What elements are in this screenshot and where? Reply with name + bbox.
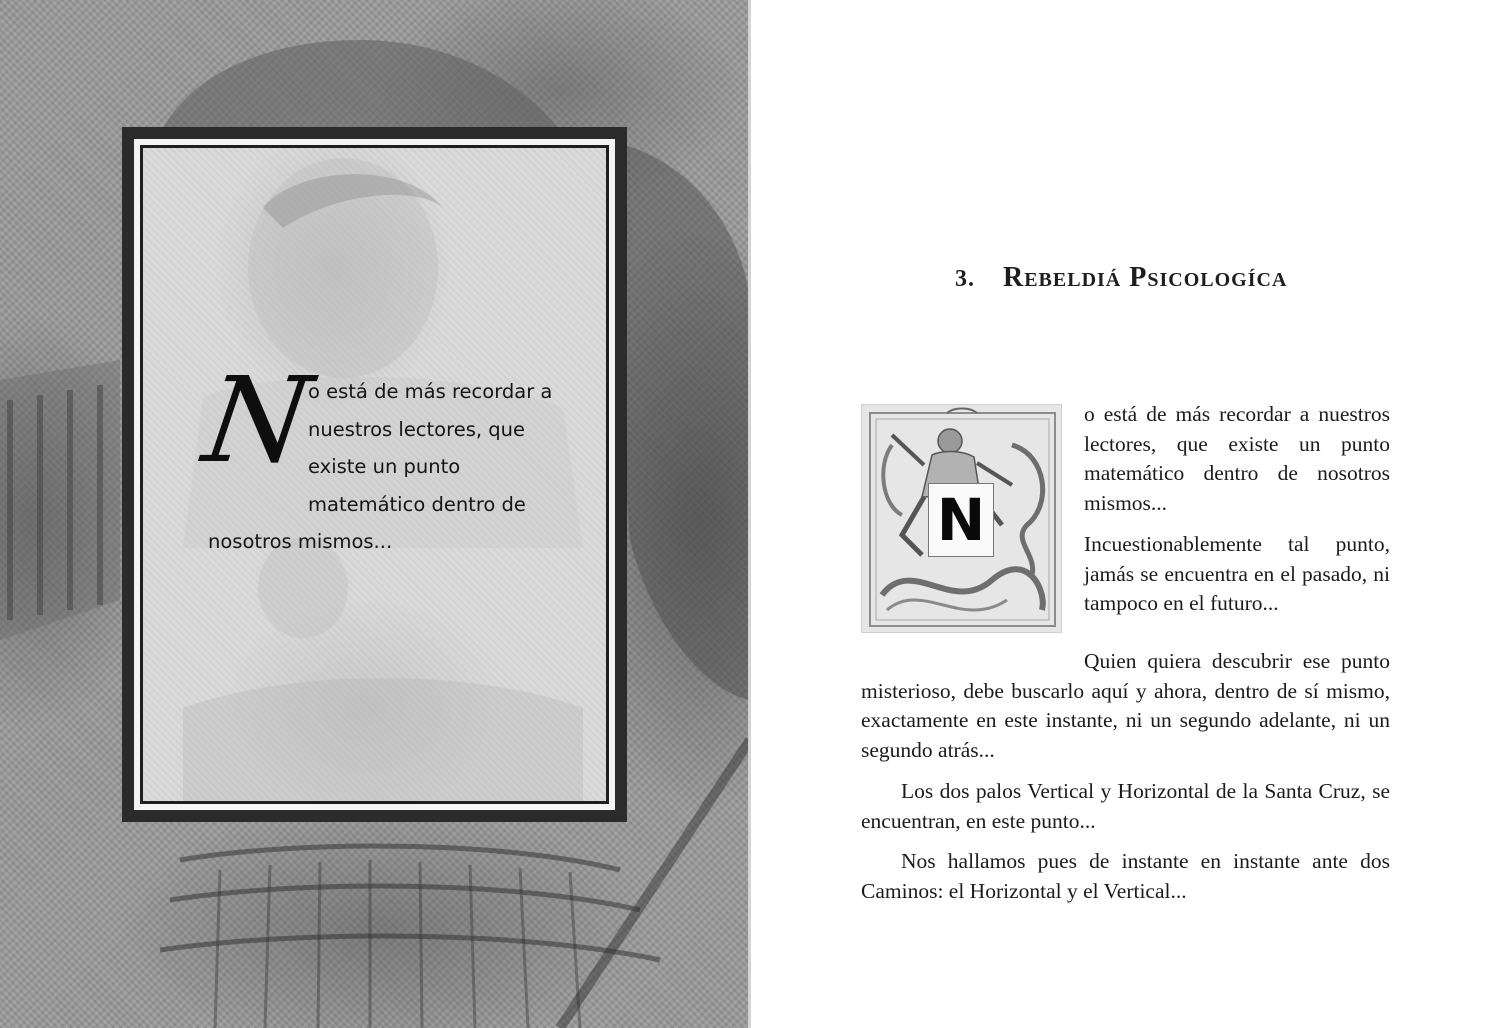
quote-drop-cap: N: [196, 351, 319, 489]
quote-line: o está de más recordar a: [308, 380, 553, 403]
paragraph: o está de más recordar a nuestros lectores, que existe un punto matemático dentro de nosotros mismos...: [1084, 402, 1390, 515]
quote-panel: [143, 148, 606, 801]
quote-line: nuestros lectores, que: [308, 417, 525, 441]
paragraph: Nos hallamos pues de instante en instante ante dos Caminos: el Horizontal y el Vertical...: [861, 849, 1390, 903]
paragraph: Quien quiera descubrir ese punto misterioso, debe buscarlo aquí y ahora, dentro de sí mismo, exactamente en este instante, ni un segundo adelante, ni un segundo atrás...: [861, 649, 1390, 762]
pull-quote: [196, 351, 553, 561]
chapter-title: Rebeldiá Psicologíca: [1003, 262, 1288, 293]
quote-frame: [122, 127, 627, 822]
chapter-heading: [955, 262, 1287, 294]
paragraph: Incuestionablemente tal punto, jamás se encuentra en el pasado, ni tampoco en el futuro...: [1084, 532, 1390, 615]
right-page: [751, 0, 1500, 1028]
illuminated-initial: [861, 404, 1062, 633]
initial-letter: N: [928, 483, 994, 557]
paragraph: Los dos palos Vertical y Horizontal de la Santa Cruz, se encuentran, en este punto...: [861, 779, 1390, 833]
quote-line: existe un punto: [308, 455, 461, 478]
quote-line: matemático dentro de: [308, 492, 526, 516]
chapter-number: 3.: [955, 266, 975, 292]
quote-line: nosotros mismos...: [208, 530, 393, 553]
